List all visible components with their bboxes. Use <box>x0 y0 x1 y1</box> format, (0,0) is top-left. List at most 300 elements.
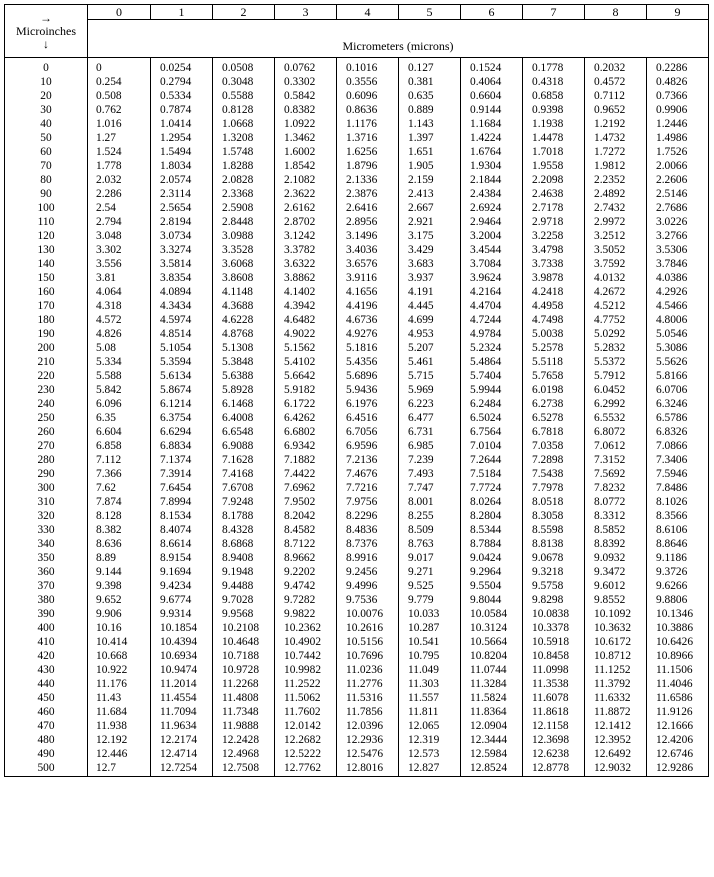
table-cell: 0.7874 <box>151 103 213 117</box>
table-cell: 11.557 <box>399 691 461 705</box>
table-cell: 7.2644 <box>461 453 523 467</box>
table-cell: 8.7376 <box>337 537 399 551</box>
table-cell: 10.4648 <box>213 635 275 649</box>
table-cell: 6.6548 <box>213 425 275 439</box>
table-cell: 0.3048 <box>213 75 275 89</box>
table-cell: 11.2522 <box>275 677 337 691</box>
table-cell: 0.508 <box>88 89 151 103</box>
table-cell: 12.4714 <box>151 747 213 761</box>
table-cell: 0.6858 <box>523 89 585 103</box>
table-cell: 8.0518 <box>523 495 585 509</box>
table-cell: 9.017 <box>399 551 461 565</box>
table-cell: 8.3566 <box>647 509 709 523</box>
table-cell: 1.016 <box>88 117 151 131</box>
table-cell: 10.1854 <box>151 621 213 635</box>
table-cell: 9.0678 <box>523 551 585 565</box>
table-row <box>5 131 709 145</box>
table-cell: 11.9126 <box>647 705 709 719</box>
table-cell: 3.1242 <box>275 229 337 243</box>
table-cell: 2.794 <box>88 215 151 229</box>
row-label: 400 <box>5 621 88 635</box>
table-row <box>5 369 709 383</box>
table-cell: 0.2032 <box>585 58 647 76</box>
column-digit-header: 3 <box>275 5 337 20</box>
table-cell: 3.7846 <box>647 257 709 271</box>
table-cell: 2.5654 <box>151 201 213 215</box>
row-label: 90 <box>5 187 88 201</box>
table-cell: 10.9474 <box>151 663 213 677</box>
table-cell: 12.2428 <box>213 733 275 747</box>
table-cell: 9.4996 <box>337 579 399 593</box>
table-cell: 12.6746 <box>647 747 709 761</box>
table-cell: 5.1562 <box>275 341 337 355</box>
table-cell: 12.7254 <box>151 761 213 777</box>
column-digit-header: 1 <box>151 5 213 20</box>
table-cell: 3.7338 <box>523 257 585 271</box>
table-cell: 12.1666 <box>647 719 709 733</box>
table-cell: 11.2268 <box>213 677 275 691</box>
table-cell: 4.6482 <box>275 313 337 327</box>
row-label: 20 <box>5 89 88 103</box>
table-cell: 4.572 <box>88 313 151 327</box>
table-row <box>5 467 709 481</box>
table-cell: 5.9944 <box>461 383 523 397</box>
table-cell: 4.4196 <box>337 299 399 313</box>
microinch-micrometer-conversion-table <box>4 4 709 777</box>
row-label: 320 <box>5 509 88 523</box>
table-cell: 1.6256 <box>337 145 399 159</box>
table-cell: 4.8514 <box>151 327 213 341</box>
table-cell: 9.906 <box>88 607 151 621</box>
table-cell: 0.2286 <box>647 58 709 76</box>
table-cell: 9.7028 <box>213 593 275 607</box>
table-cell: 8.5852 <box>585 523 647 537</box>
table-cell: 4.0894 <box>151 285 213 299</box>
table-row <box>5 551 709 565</box>
table-cell: 1.3716 <box>337 131 399 145</box>
table-row <box>5 397 709 411</box>
table-row <box>5 509 709 523</box>
row-label: 170 <box>5 299 88 313</box>
table-cell: 11.938 <box>88 719 151 733</box>
column-digit-header: 5 <box>399 5 461 20</box>
table-cell: 10.1346 <box>647 607 709 621</box>
row-label: 460 <box>5 705 88 719</box>
table-cell: 3.3782 <box>275 243 337 257</box>
table-cell: 7.5184 <box>461 467 523 481</box>
table-cell: 6.4516 <box>337 411 399 425</box>
table-cell: 10.6426 <box>647 635 709 649</box>
table-cell: 8.2804 <box>461 509 523 523</box>
row-label: 10 <box>5 75 88 89</box>
table-cell: 7.62 <box>88 481 151 495</box>
table-cell: 11.7094 <box>151 705 213 719</box>
table-cell: 3.683 <box>399 257 461 271</box>
table-cell: 2.1336 <box>337 173 399 187</box>
table-cell: 8.509 <box>399 523 461 537</box>
table-cell: 9.7536 <box>337 593 399 607</box>
table-cell: 12.8524 <box>461 761 523 777</box>
table-cell: 0.7366 <box>647 89 709 103</box>
table-cell: 0.0508 <box>213 58 275 76</box>
table-cell: 5.8166 <box>647 369 709 383</box>
table-cell: 10.7696 <box>337 649 399 663</box>
table-cell: 3.9878 <box>523 271 585 285</box>
table-cell: 11.2776 <box>337 677 399 691</box>
row-label: 410 <box>5 635 88 649</box>
table-cell: 10.8712 <box>585 649 647 663</box>
table-cell: 12.0396 <box>337 719 399 733</box>
table-cell: 8.001 <box>399 495 461 509</box>
table-cell: 6.604 <box>88 425 151 439</box>
row-label: 350 <box>5 551 88 565</box>
table-cell: 0.3556 <box>337 75 399 89</box>
table-cell: 4.6228 <box>213 313 275 327</box>
table-cell: 12.7508 <box>213 761 275 777</box>
row-label: 300 <box>5 481 88 495</box>
table-cell: 5.2578 <box>523 341 585 355</box>
table-cell: 5.461 <box>399 355 461 369</box>
table-cell: 6.0706 <box>647 383 709 397</box>
table-cell: 1.4732 <box>585 131 647 145</box>
table-cell: 3.81 <box>88 271 151 285</box>
table-cell: 6.9088 <box>213 439 275 453</box>
table-cell: 4.4958 <box>523 299 585 313</box>
table-cell: 9.8806 <box>647 593 709 607</box>
table-cell: 4.2926 <box>647 285 709 299</box>
table-cell: 12.7762 <box>275 761 337 777</box>
table-cell: 6.9342 <box>275 439 337 453</box>
table-cell: 0 <box>88 58 151 76</box>
table-cell: 3.7592 <box>585 257 647 271</box>
table-cell: 0.6604 <box>461 89 523 103</box>
table-cell: 5.1816 <box>337 341 399 355</box>
table-cell: 3.1496 <box>337 229 399 243</box>
table-cell: 10.4394 <box>151 635 213 649</box>
row-axis-header <box>5 5 88 58</box>
table-cell: 9.2456 <box>337 565 399 579</box>
table-cell: 4.445 <box>399 299 461 313</box>
table-cell: 7.2136 <box>337 453 399 467</box>
row-label: 290 <box>5 467 88 481</box>
table-cell: 9.779 <box>399 593 461 607</box>
table-cell: 0.9144 <box>461 103 523 117</box>
table-cell: 6.5786 <box>647 411 709 425</box>
table-cell: 6.3754 <box>151 411 213 425</box>
table-cell: 1.1684 <box>461 117 523 131</box>
table-cell: 9.8044 <box>461 593 523 607</box>
table-cell: 6.2484 <box>461 397 523 411</box>
table-cell: 3.2258 <box>523 229 585 243</box>
table-cell: 2.3876 <box>337 187 399 201</box>
table-cell: 2.54 <box>88 201 151 215</box>
table-cell: 11.303 <box>399 677 461 691</box>
column-digit-header: 4 <box>337 5 399 20</box>
table-cell: 3.3528 <box>213 243 275 257</box>
table-cell: 12.9032 <box>585 761 647 777</box>
row-label: 150 <box>5 271 88 285</box>
table-cell: 7.366 <box>88 467 151 481</box>
table-cell: 4.318 <box>88 299 151 313</box>
table-cell: 10.541 <box>399 635 461 649</box>
table-cell: 4.1656 <box>337 285 399 299</box>
table-cell: 6.7818 <box>523 425 585 439</box>
table-cell: 3.0226 <box>647 215 709 229</box>
table-cell: 12.3952 <box>585 733 647 747</box>
table-cell: 2.2352 <box>585 173 647 187</box>
table-cell: 5.6896 <box>337 369 399 383</box>
table-cell: 1.2192 <box>585 117 647 131</box>
table-cell: 2.1844 <box>461 173 523 187</box>
table-row <box>5 565 709 579</box>
table-cell: 1.1176 <box>337 117 399 131</box>
table-cell: 8.0772 <box>585 495 647 509</box>
table-cell: 2.667 <box>399 201 461 215</box>
table-cell: 11.9888 <box>213 719 275 733</box>
row-label: 310 <box>5 495 88 509</box>
table-row <box>5 733 709 747</box>
table-cell: 7.239 <box>399 453 461 467</box>
table-cell: 11.8618 <box>523 705 585 719</box>
table-cell: 3.937 <box>399 271 461 285</box>
table-row <box>5 719 709 733</box>
row-label: 110 <box>5 215 88 229</box>
table-row <box>5 383 709 397</box>
table-cell: 6.5278 <box>523 411 585 425</box>
table-cell: 11.3538 <box>523 677 585 691</box>
row-label: 140 <box>5 257 88 271</box>
table-cell: 1.7018 <box>523 145 585 159</box>
table-cell: 3.4036 <box>337 243 399 257</box>
table-row <box>5 691 709 705</box>
table-cell: 7.1882 <box>275 453 337 467</box>
table-cell: 0.762 <box>88 103 151 117</box>
row-label: 30 <box>5 103 88 117</box>
table-cell: 2.2098 <box>523 173 585 187</box>
table-cell: 12.6492 <box>585 747 647 761</box>
table-cell: 7.4168 <box>213 467 275 481</box>
table-cell: 4.5212 <box>585 299 647 313</box>
table-cell: 9.7282 <box>275 593 337 607</box>
table-cell: 7.3914 <box>151 467 213 481</box>
table-cell: 4.064 <box>88 285 151 299</box>
table-cell: 4.7752 <box>585 313 647 327</box>
table-cell: 8.636 <box>88 537 151 551</box>
table-cell: 10.5156 <box>337 635 399 649</box>
row-label: 420 <box>5 649 88 663</box>
table-cell: 12.6238 <box>523 747 585 761</box>
table-cell: 6.2992 <box>585 397 647 411</box>
row-label: 390 <box>5 607 88 621</box>
table-cell: 5.207 <box>399 341 461 355</box>
table-cell: 5.9182 <box>275 383 337 397</box>
table-cell: 10.2108 <box>213 621 275 635</box>
table-cell: 4.3434 <box>151 299 213 313</box>
table-cell: 2.4638 <box>523 187 585 201</box>
table-cell: 7.3152 <box>585 453 647 467</box>
table-cell: 2.7686 <box>647 201 709 215</box>
table-cell: 10.5664 <box>461 635 523 649</box>
table-cell: 2.9464 <box>461 215 523 229</box>
table-cell: 8.4328 <box>213 523 275 537</box>
table-cell: 0.3302 <box>275 75 337 89</box>
table-cell: 7.0866 <box>647 439 709 453</box>
table-cell: 6.0452 <box>585 383 647 397</box>
table-cell: 11.8872 <box>585 705 647 719</box>
table-cell: 9.0424 <box>461 551 523 565</box>
table-cell: 6.477 <box>399 411 461 425</box>
table-cell: 7.8486 <box>647 481 709 495</box>
table-cell: 10.414 <box>88 635 151 649</box>
table-cell: 8.3312 <box>585 509 647 523</box>
unit-label: Micrometers (microns) <box>88 20 709 58</box>
table-cell: 2.5908 <box>213 201 275 215</box>
table-cell: 2.3114 <box>151 187 213 201</box>
table-cell: 6.7056 <box>337 425 399 439</box>
table-cell: 12.2682 <box>275 733 337 747</box>
table-cell: 8.5598 <box>523 523 585 537</box>
table-cell: 8.1788 <box>213 509 275 523</box>
table-cell: 11.3792 <box>585 677 647 691</box>
table-cell: 9.652 <box>88 593 151 607</box>
table-cell: 10.0584 <box>461 607 523 621</box>
table-cell: 12.4206 <box>647 733 709 747</box>
table-cell: 7.2898 <box>523 453 585 467</box>
table-cell: 10.3632 <box>585 621 647 635</box>
table-cell: 4.2164 <box>461 285 523 299</box>
table-cell: 7.5438 <box>523 467 585 481</box>
table-cell: 2.7178 <box>523 201 585 215</box>
row-label: 50 <box>5 131 88 145</box>
table-cell: 12.0904 <box>461 719 523 733</box>
table-row <box>5 201 709 215</box>
table-cell: 1.0668 <box>213 117 275 131</box>
table-cell: 4.0386 <box>647 271 709 285</box>
table-cell: 9.4488 <box>213 579 275 593</box>
table-cell: 7.0358 <box>523 439 585 453</box>
row-label: 260 <box>5 425 88 439</box>
table-cell: 1.8796 <box>337 159 399 173</box>
table-cell: 10.1092 <box>585 607 647 621</box>
table-cell: 2.1082 <box>275 173 337 187</box>
table-cell: 6.6294 <box>151 425 213 439</box>
table-cell: 1.2446 <box>647 117 709 131</box>
table-cell: 7.1374 <box>151 453 213 467</box>
table-cell: 11.5316 <box>337 691 399 705</box>
table-cell: 11.5824 <box>461 691 523 705</box>
table-cell: 9.4742 <box>275 579 337 593</box>
table-cell: 11.4046 <box>647 677 709 691</box>
table-cell: 9.6774 <box>151 593 213 607</box>
table-cell: 2.8448 <box>213 215 275 229</box>
row-label: 490 <box>5 747 88 761</box>
table-cell: 12.3698 <box>523 733 585 747</box>
table-cell: 8.1026 <box>647 495 709 509</box>
table-cell: 5.3086 <box>647 341 709 355</box>
table-row <box>5 229 709 243</box>
table-cell: 5.7912 <box>585 369 647 383</box>
table-cell: 8.4582 <box>275 523 337 537</box>
table-cell: 12.9286 <box>647 761 709 777</box>
table-cell: 7.0612 <box>585 439 647 453</box>
table-cell: 10.16 <box>88 621 151 635</box>
table-cell: 9.6012 <box>585 579 647 593</box>
table-cell: 5.3848 <box>213 355 275 369</box>
table-cell: 10.922 <box>88 663 151 677</box>
row-label: 240 <box>5 397 88 411</box>
table-cell: 1.27 <box>88 131 151 145</box>
table-cell: 0.8128 <box>213 103 275 117</box>
table-cell: 0.9906 <box>647 103 709 117</box>
table-cell: 8.8646 <box>647 537 709 551</box>
table-cell: 5.715 <box>399 369 461 383</box>
table-cell: 9.8298 <box>523 593 585 607</box>
table-row <box>5 355 709 369</box>
table-cell: 9.3726 <box>647 565 709 579</box>
table-cell: 6.4008 <box>213 411 275 425</box>
row-label: 70 <box>5 159 88 173</box>
table-cell: 10.3886 <box>647 621 709 635</box>
table-row <box>5 495 709 509</box>
table-cell: 1.7526 <box>647 145 709 159</box>
row-label: 360 <box>5 565 88 579</box>
row-label: 210 <box>5 355 88 369</box>
table-cell: 8.255 <box>399 509 461 523</box>
table-cell: 6.3246 <box>647 397 709 411</box>
table-cell: 0.5588 <box>213 89 275 103</box>
table-cell: 3.5052 <box>585 243 647 257</box>
column-digit-header: 0 <box>88 5 151 20</box>
table-cell: 6.096 <box>88 397 151 411</box>
table-cell: 0.9652 <box>585 103 647 117</box>
table-cell: 5.3594 <box>151 355 213 369</box>
table-cell: 0.6096 <box>337 89 399 103</box>
table-row <box>5 285 709 299</box>
table-cell: 4.1402 <box>275 285 337 299</box>
table-cell: 10.0838 <box>523 607 585 621</box>
table-row <box>5 523 709 537</box>
row-label: 250 <box>5 411 88 425</box>
row-label: 220 <box>5 369 88 383</box>
table-cell: 10.8458 <box>523 649 585 663</box>
table-cell: 2.6924 <box>461 201 523 215</box>
table-cell: 1.3462 <box>275 131 337 145</box>
table-cell: 6.731 <box>399 425 461 439</box>
table-cell: 9.9314 <box>151 607 213 621</box>
table-cell: 8.9916 <box>337 551 399 565</box>
table-cell: 0.2794 <box>151 75 213 89</box>
table-cell: 7.9248 <box>213 495 275 509</box>
table-cell: 0.8636 <box>337 103 399 117</box>
row-label: 380 <box>5 593 88 607</box>
table-cell: 9.525 <box>399 579 461 593</box>
table-cell: 0.7112 <box>585 89 647 103</box>
table-cell: 0.9398 <box>523 103 585 117</box>
table-row <box>5 593 709 607</box>
table-cell: 2.7432 <box>585 201 647 215</box>
table-cell: 6.223 <box>399 397 461 411</box>
table-cell: 4.9022 <box>275 327 337 341</box>
table-row <box>5 579 709 593</box>
table-cell: 12.0142 <box>275 719 337 733</box>
table-cell: 5.969 <box>399 383 461 397</box>
table-row <box>5 635 709 649</box>
table-cell: 1.8288 <box>213 159 275 173</box>
table-cell: 2.0828 <box>213 173 275 187</box>
table-cell: 11.8364 <box>461 705 523 719</box>
table-row <box>5 677 709 691</box>
table-row <box>5 243 709 257</box>
